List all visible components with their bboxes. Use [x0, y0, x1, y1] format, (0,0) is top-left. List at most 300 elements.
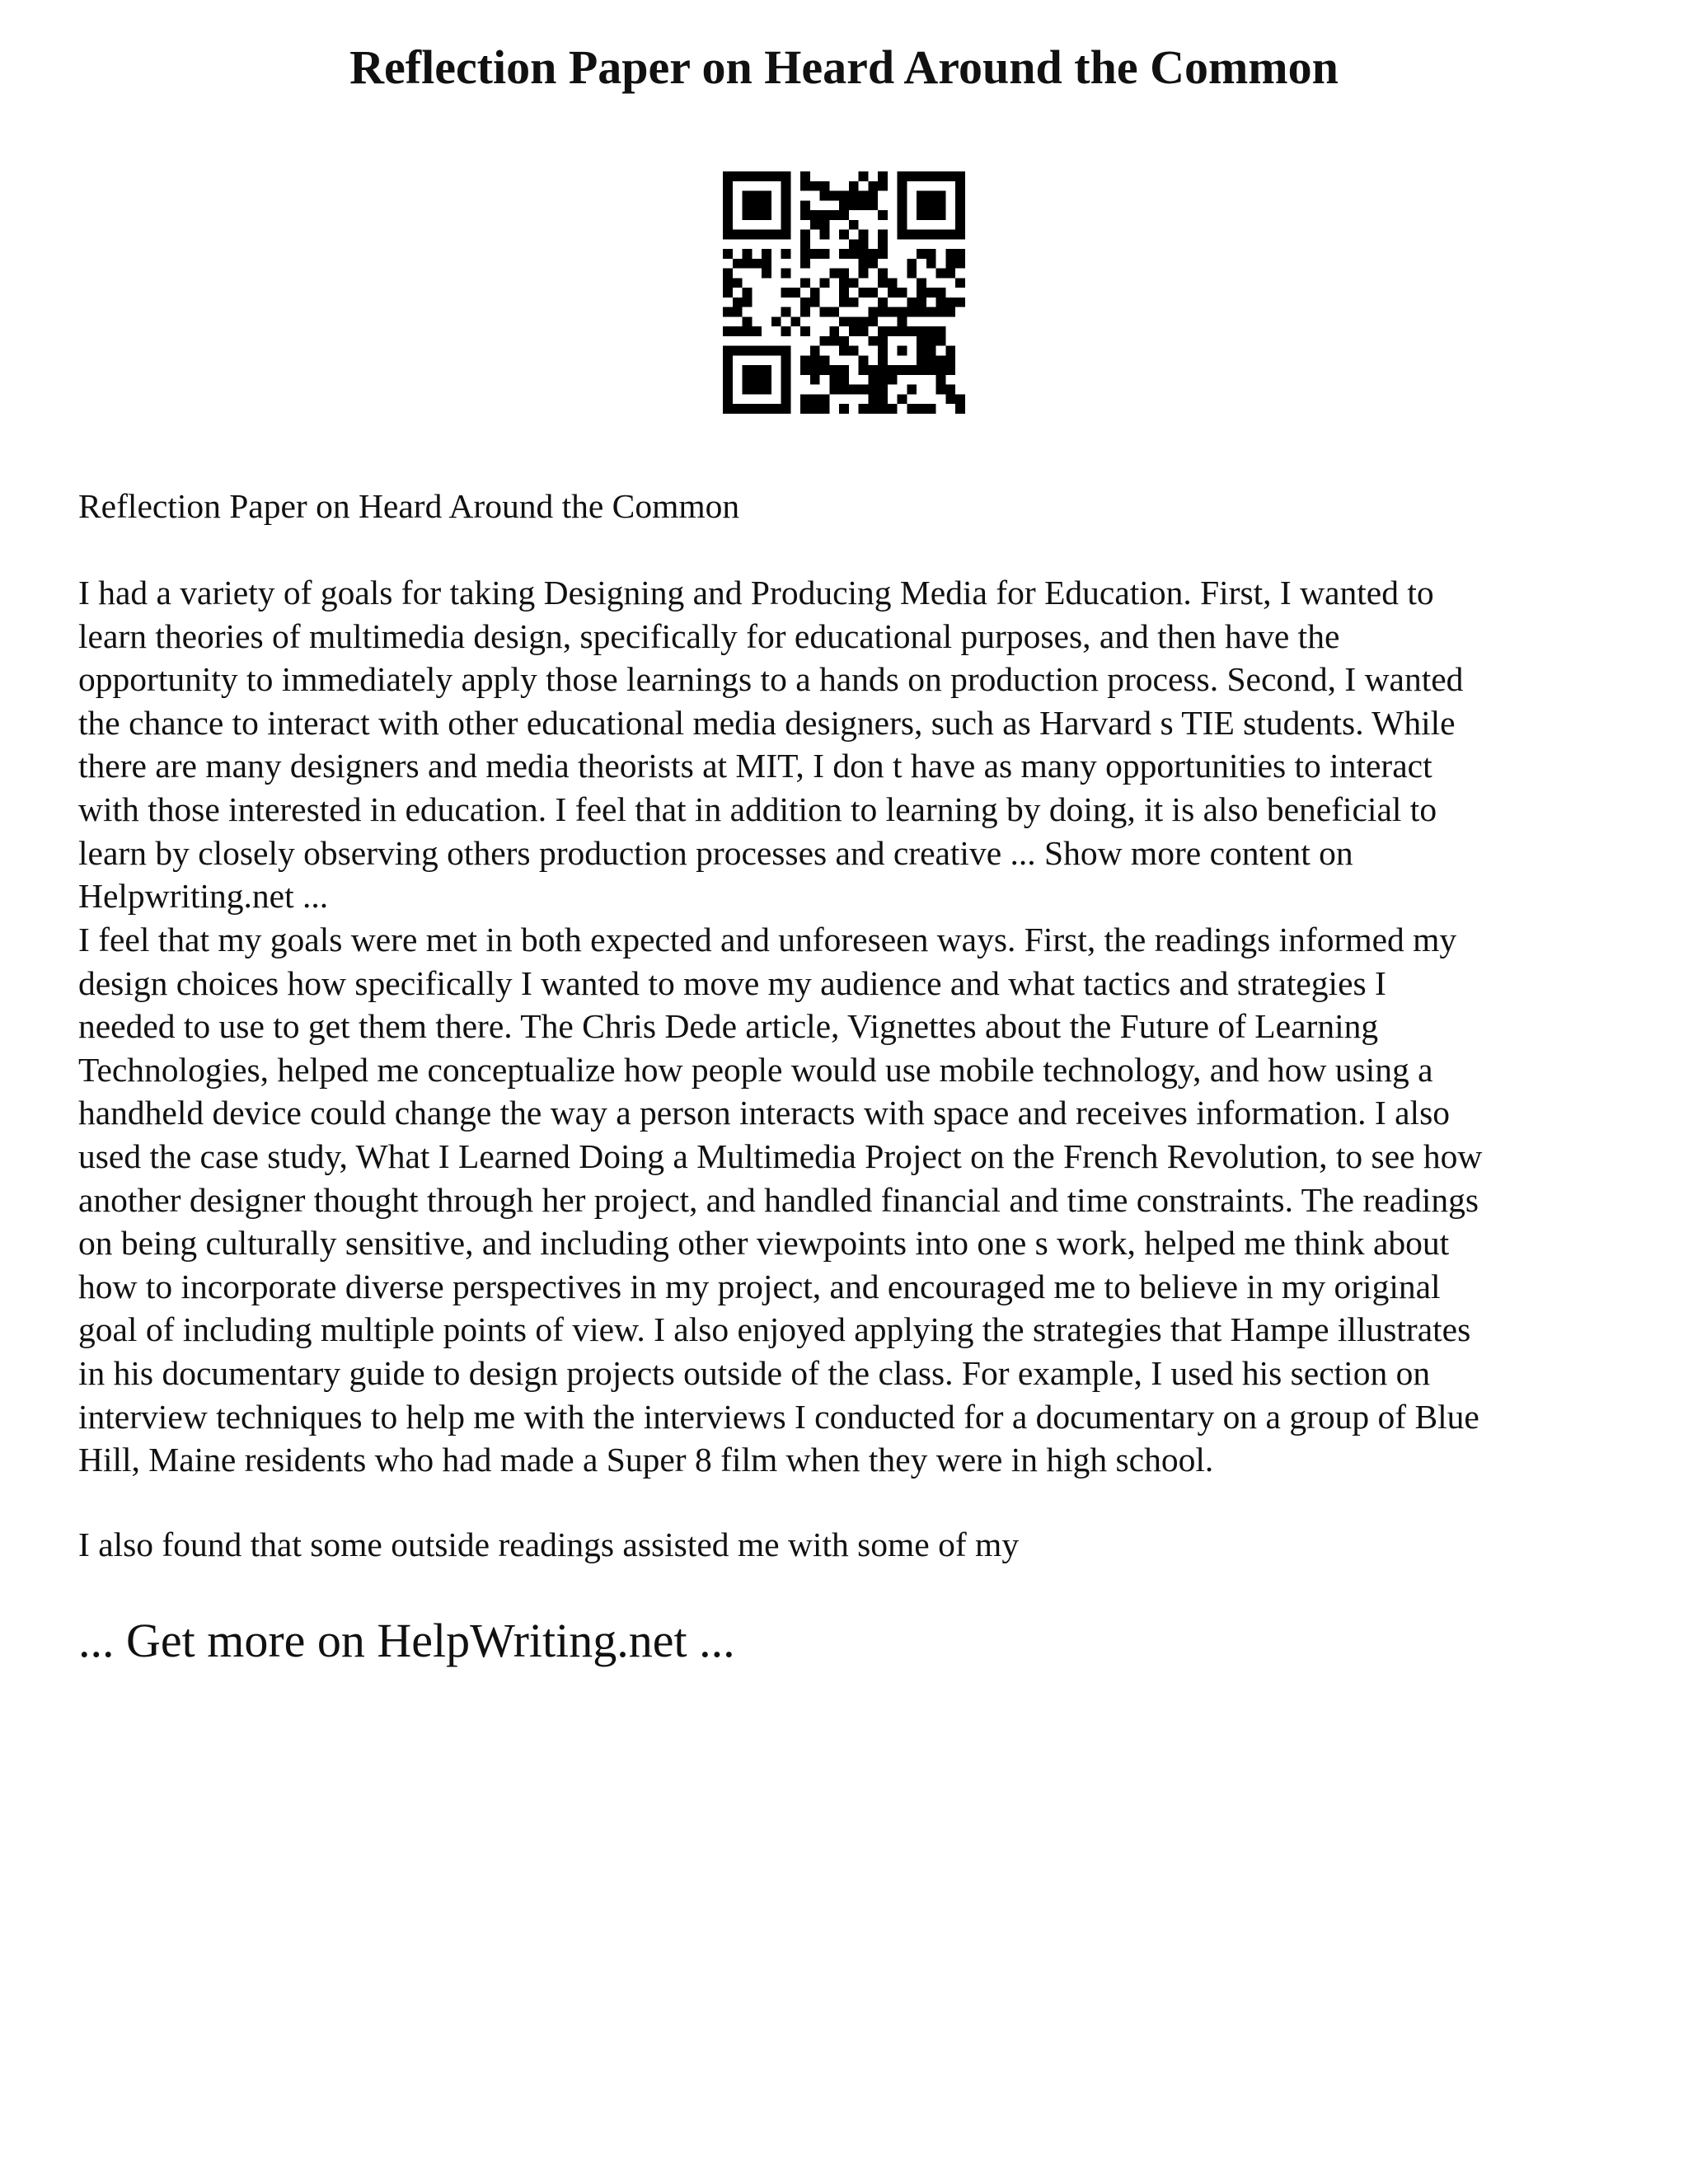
- qr-module: [743, 346, 753, 356]
- qr-module: [936, 200, 946, 210]
- qr-module: [829, 375, 839, 385]
- qr-module: [800, 249, 810, 259]
- qr-module: [955, 210, 965, 220]
- qr-module: [955, 200, 965, 210]
- qr-module: [859, 326, 869, 336]
- qr-module: [859, 404, 869, 414]
- qr-module: [926, 326, 936, 336]
- qr-module: [868, 385, 878, 395]
- qr-module: [810, 220, 820, 230]
- qr-module: [926, 336, 936, 346]
- qr-module: [810, 181, 820, 191]
- qr-module: [888, 278, 898, 288]
- qr-module: [849, 326, 859, 336]
- qr-module: [955, 249, 965, 259]
- qr-module: [907, 171, 917, 181]
- qr-module: [723, 269, 733, 279]
- qr-module: [733, 298, 743, 307]
- qr-module: [926, 249, 936, 259]
- qr-module: [733, 259, 743, 269]
- qr-module: [917, 404, 926, 414]
- qr-module: [888, 288, 898, 298]
- qr-module: [839, 288, 849, 298]
- qr-module: [859, 200, 869, 210]
- qr-module: [849, 249, 859, 259]
- qr-module: [723, 375, 733, 385]
- qr-module: [917, 365, 926, 375]
- qr-module: [820, 230, 830, 240]
- qr-module: [810, 298, 820, 307]
- qr-module: [926, 346, 936, 356]
- qr-module: [849, 346, 859, 356]
- qr-module: [945, 365, 955, 375]
- qr-module: [955, 298, 965, 307]
- qr-module: [723, 385, 733, 395]
- qr-module: [839, 210, 849, 220]
- qr-module: [733, 307, 743, 317]
- qr-module: [945, 346, 955, 356]
- qr-module: [743, 171, 753, 181]
- qr-module: [733, 404, 743, 414]
- qr-module: [926, 210, 936, 220]
- qr-module: [907, 259, 917, 269]
- document-subtitle: Reflection Paper on Heard Around the Common: [78, 487, 740, 525]
- qr-module: [781, 307, 791, 317]
- qr-module: [859, 191, 869, 201]
- qr-module: [752, 230, 762, 240]
- qr-module: [878, 365, 888, 375]
- qr-module: [820, 210, 830, 220]
- qr-module: [945, 171, 955, 181]
- qr-module: [955, 259, 965, 269]
- qr-module: [762, 191, 771, 201]
- qr-module: [898, 181, 907, 191]
- qr-module: [926, 307, 936, 317]
- qr-module: [907, 298, 917, 307]
- qr-module: [781, 269, 791, 279]
- qr-module: [781, 220, 791, 230]
- qr-module: [800, 307, 810, 317]
- qr-module: [955, 278, 965, 288]
- qr-module: [859, 316, 869, 326]
- qr-module: [868, 249, 878, 259]
- qr-module: [868, 288, 878, 298]
- body-paragraph-2: I feel that my goals were met in both expected and unforeseen ways. First, the readings informed my design choices how specifically I wanted to move my audience and what tactics and strategies I needed to use to get them there. The Chris Dede article, Vignettes about the Future of Learning Technologies, helped me conceptualize how people would use mobile technology, and how using a handheld device could change the way a person interacts with space and receives information. I also used the case study, What I Learned Doing a Multimedia Project on the French Revolution, to see how another designer thought through her project, and handled financial and time constraints. The readings on being culturally sensitive, and including other viewpoints into one s work, helped me think about how to incorporate diverse perspectives in my project, and encouraged me to believe in my original goal of including multiple points of view. I also enjoyed applying the strategies that Hampe illustrates in his documentary guide to design projects outside of the class. For example, I used his section on interview techniques to help me with the interviews I conducted for a documentary on a group of Blue Hill, Maine residents who had made a Super 8 film when they were in high school.: [78, 921, 1483, 1479]
- qr-module: [800, 394, 810, 404]
- qr-module: [781, 171, 791, 181]
- qr-module: [888, 375, 898, 385]
- qr-module: [936, 191, 946, 201]
- qr-module: [790, 288, 800, 298]
- qr-module: [771, 404, 781, 414]
- qr-module: [752, 404, 762, 414]
- qr-module: [849, 239, 859, 249]
- qr-module: [888, 326, 898, 336]
- qr-module: [800, 326, 810, 336]
- qr-module: [907, 385, 917, 395]
- qr-module: [800, 278, 810, 288]
- qr-module: [800, 181, 810, 191]
- qr-module: [752, 259, 762, 269]
- qr-module: [743, 375, 753, 385]
- qr-module: [878, 298, 888, 307]
- qr-module: [781, 394, 791, 404]
- qr-module: [926, 355, 936, 365]
- qr-module: [839, 278, 849, 288]
- qr-module: [859, 365, 869, 375]
- qr-module: [762, 404, 771, 414]
- qr-module: [781, 346, 791, 356]
- qr-module: [868, 259, 878, 269]
- qr-module: [859, 249, 869, 259]
- qr-module: [878, 385, 888, 395]
- qr-module: [898, 365, 907, 375]
- qr-module: [800, 259, 810, 269]
- qr-module: [743, 326, 753, 336]
- qr-module: [752, 326, 762, 336]
- qr-module: [762, 375, 771, 385]
- qr-module: [917, 278, 926, 288]
- qr-module: [839, 404, 849, 414]
- qr-module: [781, 181, 791, 191]
- qr-module: [829, 269, 839, 279]
- qr-module: [810, 404, 820, 414]
- qr-module: [859, 230, 869, 240]
- qr-module: [926, 171, 936, 181]
- qr-module: [945, 249, 955, 259]
- qr-module: [878, 404, 888, 414]
- qr-module: [868, 316, 878, 326]
- qr-module: [820, 181, 830, 191]
- qr-module: [839, 191, 849, 201]
- qr-module: [781, 200, 791, 210]
- qr-code-icon[interactable]: [723, 171, 965, 414]
- qr-module: [762, 346, 771, 356]
- qr-module: [926, 200, 936, 210]
- qr-module: [820, 404, 830, 414]
- qr-module: [945, 230, 955, 240]
- qr-module: [868, 191, 878, 201]
- qr-module: [917, 210, 926, 220]
- qr-module: [810, 375, 820, 385]
- qr-module: [810, 355, 820, 365]
- qr-module: [945, 307, 955, 317]
- qr-module: [878, 249, 888, 259]
- qr-module: [926, 191, 936, 201]
- qr-module: [878, 355, 888, 365]
- qr-module: [762, 200, 771, 210]
- qr-module: [820, 394, 830, 404]
- qr-module: [743, 365, 753, 375]
- qr-module: [868, 307, 878, 317]
- qr-module: [781, 210, 791, 220]
- qr-module: [945, 394, 955, 404]
- qr-module: [800, 355, 810, 365]
- qr-module: [743, 200, 753, 210]
- qr-module: [771, 171, 781, 181]
- qr-module: [810, 346, 820, 356]
- qr-module: [839, 346, 849, 356]
- qr-module: [917, 346, 926, 356]
- qr-module: [917, 249, 926, 259]
- qr-module: [839, 336, 849, 346]
- qr-module: [781, 385, 791, 395]
- qr-module: [743, 404, 753, 414]
- qr-module: [898, 346, 907, 356]
- qr-module: [781, 404, 791, 414]
- qr-module: [810, 365, 820, 375]
- qr-module: [800, 365, 810, 375]
- qr-module: [955, 171, 965, 181]
- qr-module: [878, 278, 888, 288]
- qr-module: [752, 365, 762, 375]
- qr-module: [936, 385, 946, 395]
- qr-module: [723, 230, 733, 240]
- qr-module: [917, 171, 926, 181]
- qr-module: [878, 269, 888, 279]
- qr-module: [878, 230, 888, 240]
- qr-module: [936, 210, 946, 220]
- qr-module: [936, 288, 946, 298]
- qr-module: [945, 355, 955, 365]
- qr-module: [820, 249, 830, 259]
- qr-module: [723, 346, 733, 356]
- qr-module: [898, 394, 907, 404]
- qr-module: [743, 191, 753, 201]
- qr-module: [810, 249, 820, 259]
- qr-module: [723, 355, 733, 365]
- qr-module: [917, 336, 926, 346]
- qr-module: [936, 230, 946, 240]
- qr-module: [849, 316, 859, 326]
- qr-module: [790, 316, 800, 326]
- qr-module: [743, 210, 753, 220]
- qr-module: [839, 365, 849, 375]
- qr-module: [723, 200, 733, 210]
- qr-module: [781, 230, 791, 240]
- qr-module: [955, 220, 965, 230]
- qr-module: [762, 249, 771, 259]
- qr-module: [743, 385, 753, 395]
- qr-module: [820, 191, 830, 201]
- qr-module: [781, 355, 791, 365]
- qr-module: [839, 230, 849, 240]
- qr-module: [839, 316, 849, 326]
- qr-module: [743, 249, 753, 259]
- qr-module: [771, 346, 781, 356]
- qr-module: [762, 269, 771, 279]
- qr-module: [868, 336, 878, 346]
- qr-module: [771, 230, 781, 240]
- document-title: Reflection Paper on Heard Around the Common: [349, 40, 1339, 94]
- qr-module: [868, 375, 878, 385]
- qr-module: [723, 249, 733, 259]
- qr-module: [936, 307, 946, 317]
- qr-module: [829, 365, 839, 375]
- qr-module: [955, 191, 965, 201]
- qr-module: [752, 210, 762, 220]
- qr-module: [839, 298, 849, 307]
- qr-module: [733, 326, 743, 336]
- qr-module: [849, 298, 859, 307]
- qr-module: [878, 394, 888, 404]
- qr-module: [945, 385, 955, 395]
- qr-module: [926, 288, 936, 298]
- qr-module: [810, 288, 820, 298]
- qr-module: [781, 288, 791, 298]
- qr-module: [859, 385, 869, 395]
- qr-module: [898, 307, 907, 317]
- qr-module: [820, 278, 830, 288]
- qr-module: [820, 355, 830, 365]
- qr-module: [849, 200, 859, 210]
- qr-module: [820, 365, 830, 375]
- qr-module: [898, 191, 907, 201]
- qr-module: [907, 365, 917, 375]
- qr-module: [800, 230, 810, 240]
- qr-module: [743, 298, 753, 307]
- get-more-link[interactable]: ... Get more on HelpWriting.net ...: [78, 1614, 735, 1667]
- qr-module: [907, 404, 917, 414]
- qr-module: [849, 278, 859, 288]
- qr-module: [878, 326, 888, 336]
- qr-module: [752, 346, 762, 356]
- qr-module: [762, 171, 771, 181]
- qr-module: [800, 298, 810, 307]
- qr-module: [839, 385, 849, 395]
- qr-module: [829, 326, 839, 336]
- qr-module: [849, 220, 859, 230]
- body-paragraph-3: I also found that some outside readings assisted me with some of my: [78, 1526, 1020, 1563]
- qr-module: [936, 365, 946, 375]
- qr-module: [762, 210, 771, 220]
- qr-module: [936, 355, 946, 365]
- qr-module: [926, 404, 936, 414]
- qr-module: [945, 298, 955, 307]
- qr-module: [723, 171, 733, 181]
- qr-module: [859, 288, 869, 298]
- qr-module: [723, 404, 733, 414]
- qr-module: [752, 385, 762, 395]
- qr-module: [936, 298, 946, 307]
- qr-module: [917, 298, 926, 307]
- qr-module: [917, 230, 926, 240]
- qr-module: [917, 191, 926, 201]
- qr-module: [810, 210, 820, 220]
- qr-module: [829, 336, 839, 346]
- qr-module: [878, 375, 888, 385]
- qr-module: [907, 269, 917, 279]
- qr-module: [898, 288, 907, 298]
- qr-module: [936, 336, 946, 346]
- qr-module: [829, 210, 839, 220]
- qr-module: [781, 191, 791, 201]
- qr-module: [762, 259, 771, 269]
- qr-module: [800, 239, 810, 249]
- qr-module: [829, 385, 839, 395]
- qr-module: [762, 385, 771, 395]
- qr-module: [878, 239, 888, 249]
- qr-module: [898, 171, 907, 181]
- qr-module: [917, 355, 926, 365]
- qr-module: [888, 365, 898, 375]
- qr-module: [723, 191, 733, 201]
- qr-module: [800, 404, 810, 414]
- qr-module: [733, 230, 743, 240]
- qr-module: [810, 394, 820, 404]
- qr-module: [898, 316, 907, 326]
- qr-module: [781, 326, 791, 336]
- qr-module: [849, 385, 859, 395]
- qr-module: [907, 307, 917, 317]
- qr-module: [868, 404, 878, 414]
- qr-module: [781, 375, 791, 385]
- qr-module: [945, 259, 955, 269]
- qr-module: [898, 326, 907, 336]
- qr-module: [955, 230, 965, 240]
- qr-module: [820, 307, 830, 317]
- qr-module: [868, 365, 878, 375]
- qr-module: [820, 336, 830, 346]
- qr-module: [781, 365, 791, 375]
- qr-module: [733, 171, 743, 181]
- qr-module: [917, 326, 926, 336]
- qr-module: [733, 346, 743, 356]
- qr-module: [762, 365, 771, 375]
- qr-module: [878, 336, 888, 346]
- qr-module: [723, 307, 733, 317]
- qr-module: [917, 288, 926, 298]
- qr-module: [829, 191, 839, 201]
- qr-module: [878, 307, 888, 317]
- qr-module: [839, 249, 849, 259]
- qr-module: [878, 346, 888, 356]
- qr-module: [839, 200, 849, 210]
- qr-module: [820, 220, 830, 230]
- qr-module: [859, 269, 869, 279]
- qr-module: [723, 288, 733, 298]
- qr-module: [936, 269, 946, 279]
- qr-module: [743, 259, 753, 269]
- qr-module: [926, 230, 936, 240]
- body-paragraph-1: I had a variety of goals for taking Designing and Producing Media for Education. First, I wanted to learn theories of multimedia design, specifically for educational purposes, and then have the opportunity to immediately apply those learnings to a hands on production process. Second, I wanted the chance to interact with other educational media designers, such as Harvard s TIE students. While there are many designers and media theorists at MIT, I don t have as many opportunities to interact with those interested in education. I feel that in addition to learning by doing, it is also beneficial to learn by closely observing others production processes and creative ... Show more content on Helpwriting.net ...: [78, 574, 1464, 916]
- qr-module: [723, 326, 733, 336]
- qr-module: [849, 191, 859, 201]
- qr-module: [907, 326, 917, 336]
- qr-module: [898, 200, 907, 210]
- qr-module: [888, 307, 898, 317]
- qr-module: [849, 181, 859, 191]
- qr-module: [839, 269, 849, 279]
- qr-module: [859, 239, 869, 249]
- qr-module: [907, 230, 917, 240]
- qr-module: [878, 171, 888, 181]
- qr-module: [723, 365, 733, 375]
- qr-module: [859, 355, 869, 365]
- qr-module: [945, 269, 955, 279]
- qr-module: [752, 200, 762, 210]
- qr-module: [752, 375, 762, 385]
- qr-module: [955, 394, 965, 404]
- qr-module: [926, 365, 936, 375]
- qr-module: [955, 404, 965, 414]
- qr-module: [723, 181, 733, 191]
- qr-module: [723, 220, 733, 230]
- qr-module: [733, 278, 743, 288]
- qr-module: [898, 220, 907, 230]
- qr-module: [800, 210, 810, 220]
- qr-module: [743, 230, 753, 240]
